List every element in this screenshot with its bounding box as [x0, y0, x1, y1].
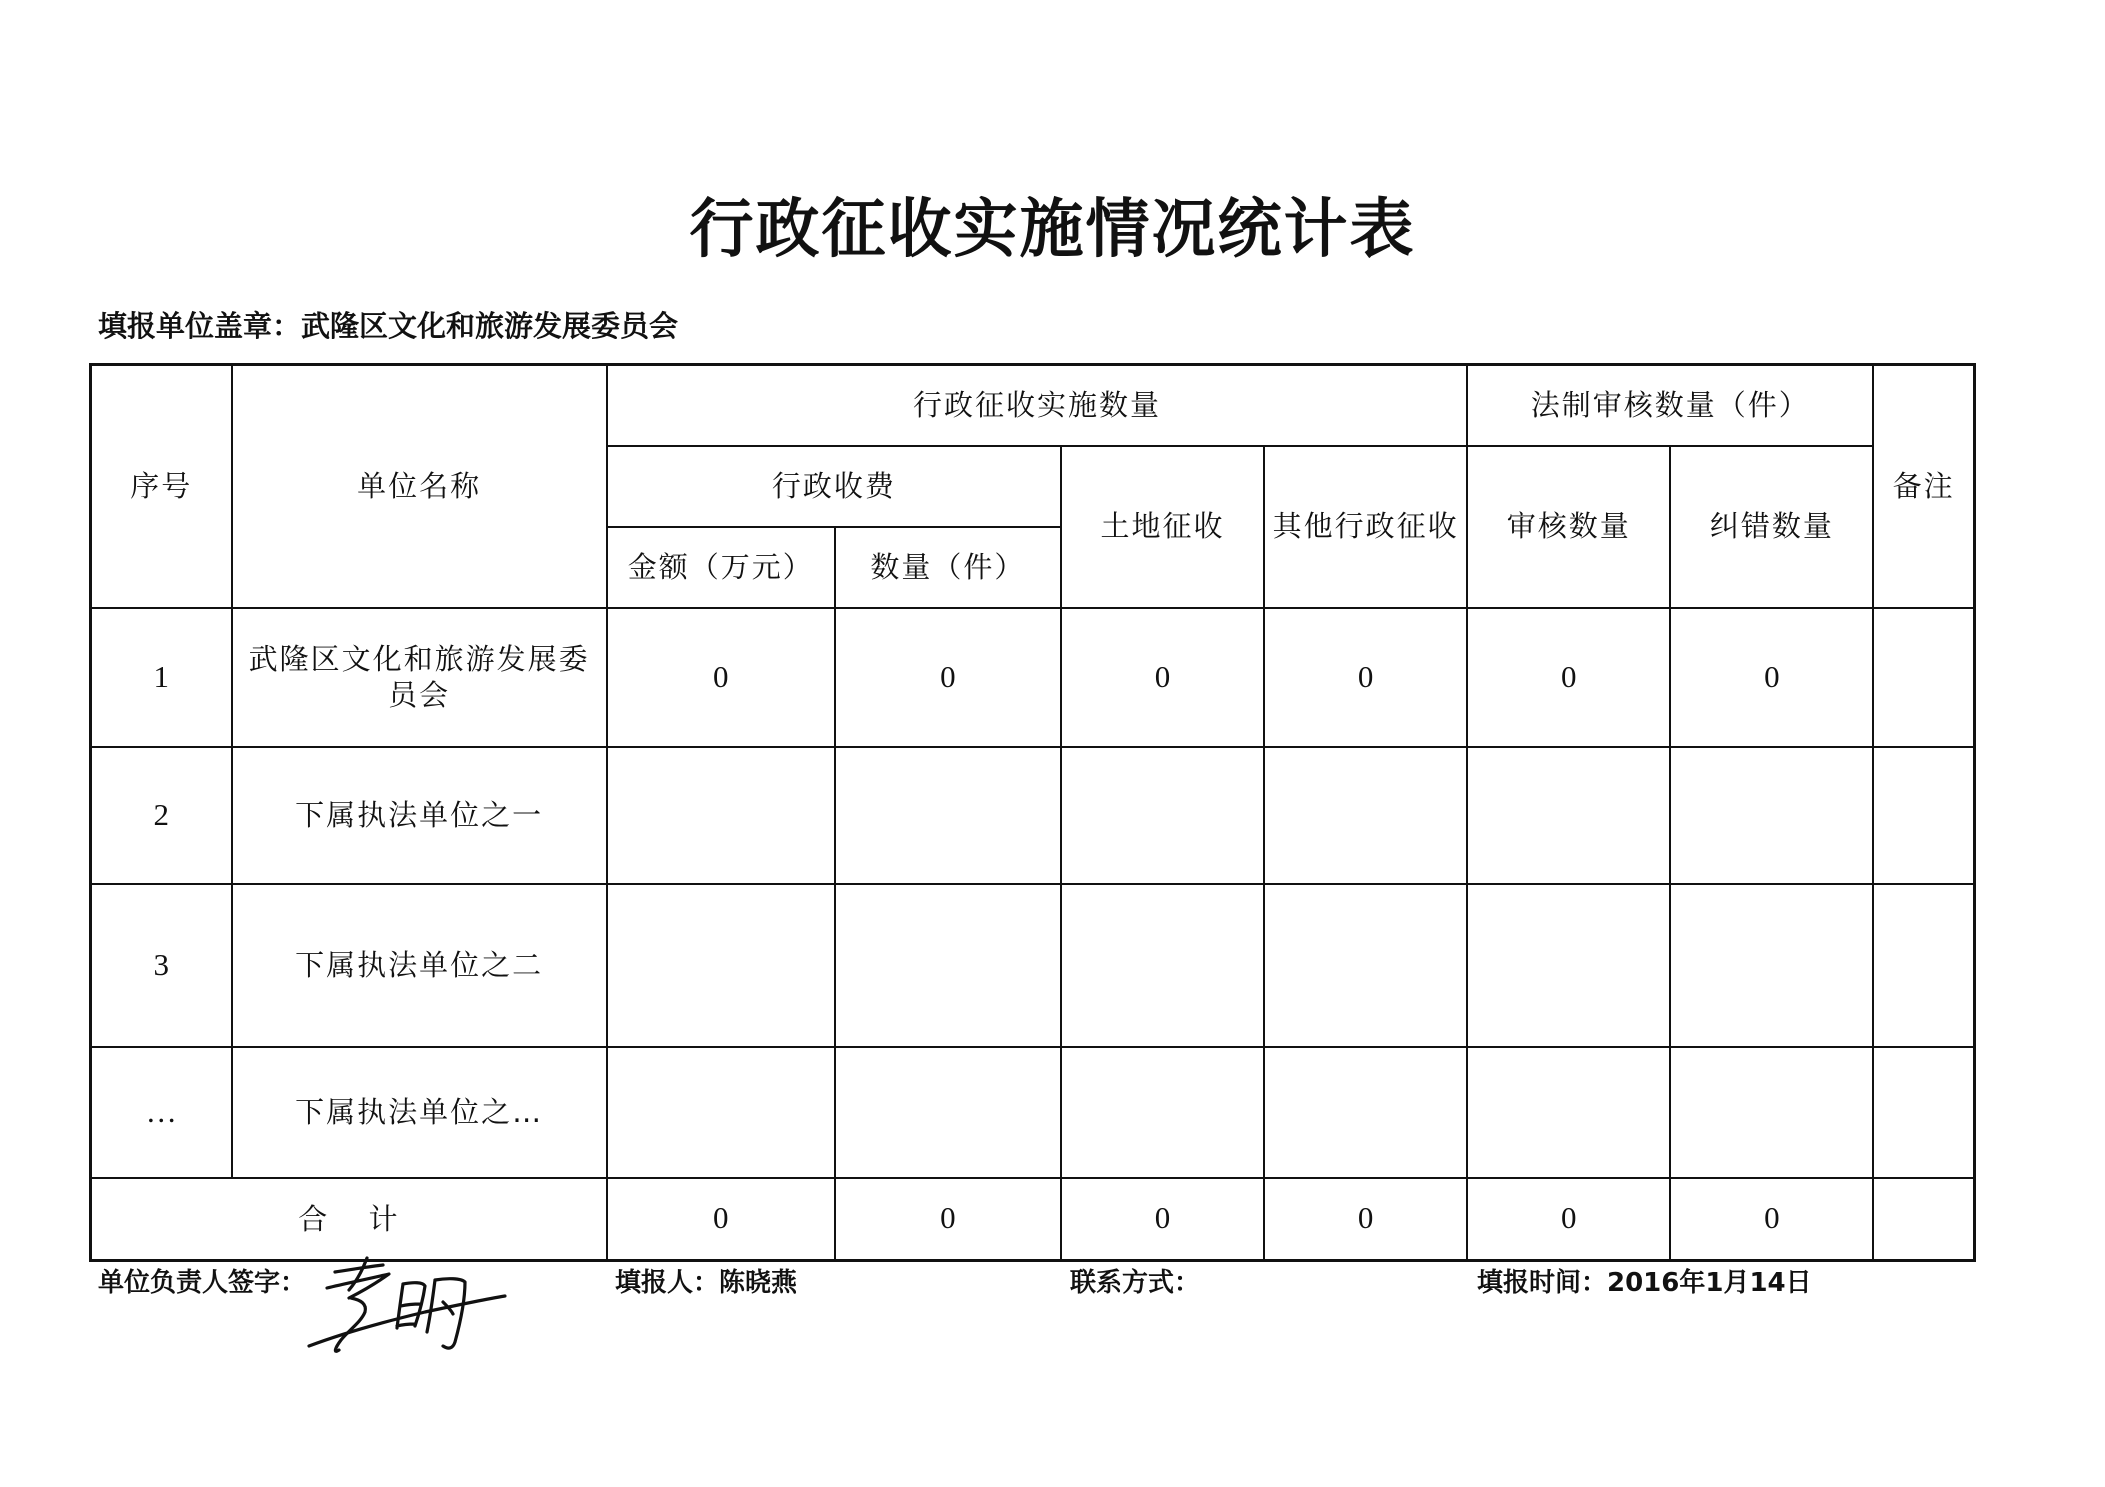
cell-other	[1264, 747, 1467, 884]
cell-review: 0	[1467, 608, 1670, 747]
cell-quantity	[835, 747, 1061, 884]
header-other-expropriation: 其他行政征收	[1264, 446, 1467, 608]
cell-review	[1467, 884, 1670, 1047]
cell-quantity	[835, 1047, 1061, 1178]
cell-other	[1264, 884, 1467, 1047]
filler-label: 填报人：陈晓燕	[615, 1268, 798, 1298]
cell-correction	[1670, 884, 1873, 1047]
cell-unit-name: 下属执法单位之…	[232, 1047, 607, 1178]
cell-correction	[1670, 1047, 1873, 1178]
cell-land	[1061, 1047, 1264, 1178]
total-row	[91, 1178, 1975, 1261]
cell-unit-name: 下属执法单位之二	[232, 884, 607, 1047]
head-signature-label: 单位负责人签字：	[98, 1268, 307, 1298]
header-admin-fees: 行政收费	[607, 446, 1061, 527]
header-land-expropriation: 土地征收	[1061, 446, 1264, 608]
total-remarks	[1873, 1178, 1974, 1261]
reporting-unit-line	[98, 304, 678, 345]
header-seq: 序号	[91, 365, 232, 608]
total-correction: 0	[1670, 1178, 1873, 1261]
header-correction-count: 纠错数量	[1670, 446, 1873, 608]
total-other: 0	[1264, 1178, 1467, 1261]
header-row-1	[91, 365, 1975, 446]
cell-amount	[607, 884, 835, 1047]
total-label: 合 计	[91, 1178, 607, 1261]
header-review-count: 审核数量	[1467, 446, 1670, 608]
table-row	[91, 1047, 1975, 1178]
cell-other: 0	[1264, 608, 1467, 747]
cell-quantity: 0	[835, 608, 1061, 747]
total-land: 0	[1061, 1178, 1264, 1261]
header-legal-review: 法制审核数量（件）	[1467, 365, 1873, 446]
total-review: 0	[1467, 1178, 1670, 1261]
cell-unit-name: 武隆区文化和旅游发展委员会	[232, 608, 607, 747]
cell-remarks	[1873, 884, 1974, 1047]
cell-amount: 0	[607, 608, 835, 747]
cell-review	[1467, 747, 1670, 884]
header-amount: 金额（万元）	[607, 527, 835, 608]
header-impl-count: 行政征收实施数量	[607, 365, 1467, 446]
cell-remarks	[1873, 608, 1974, 747]
statistics-table	[89, 363, 1976, 1262]
cell-quantity	[835, 884, 1061, 1047]
cell-seq: 3	[91, 884, 232, 1047]
table-row	[91, 747, 1975, 884]
cell-remarks	[1873, 747, 1974, 884]
reporting-unit-name: 武隆区文化和旅游发展委员会	[301, 309, 679, 343]
table-row	[91, 884, 1975, 1047]
header-unit-name: 单位名称	[232, 365, 607, 608]
handwritten-signature	[305, 1250, 510, 1360]
reporting-unit-label: 填报单位盖章：	[98, 309, 302, 343]
total-quantity: 0	[835, 1178, 1061, 1261]
header-quantity: 数量（件）	[835, 527, 1061, 608]
cell-correction: 0	[1670, 608, 1873, 747]
cell-land	[1061, 747, 1264, 884]
cell-seq: 1	[91, 608, 232, 747]
cell-amount	[607, 1047, 835, 1178]
cell-unit-name: 下属执法单位之一	[232, 747, 607, 884]
cell-amount	[607, 747, 835, 884]
header-remarks: 备注	[1873, 365, 1974, 608]
page-title: 行政征收实施情况统计表	[689, 193, 1416, 267]
cell-land: 0	[1061, 608, 1264, 747]
cell-seq: 2	[91, 747, 232, 884]
cell-seq: …	[91, 1047, 232, 1178]
table-row	[91, 608, 1975, 747]
cell-other	[1264, 1047, 1467, 1178]
cell-remarks	[1873, 1047, 1974, 1178]
cell-correction	[1670, 747, 1873, 884]
fill-time-label: 填报时间：2016年1月14日	[1477, 1268, 1812, 1298]
total-amount: 0	[607, 1178, 835, 1261]
contact-label: 联系方式：	[1070, 1268, 1201, 1298]
cell-review	[1467, 1047, 1670, 1178]
cell-land	[1061, 884, 1264, 1047]
